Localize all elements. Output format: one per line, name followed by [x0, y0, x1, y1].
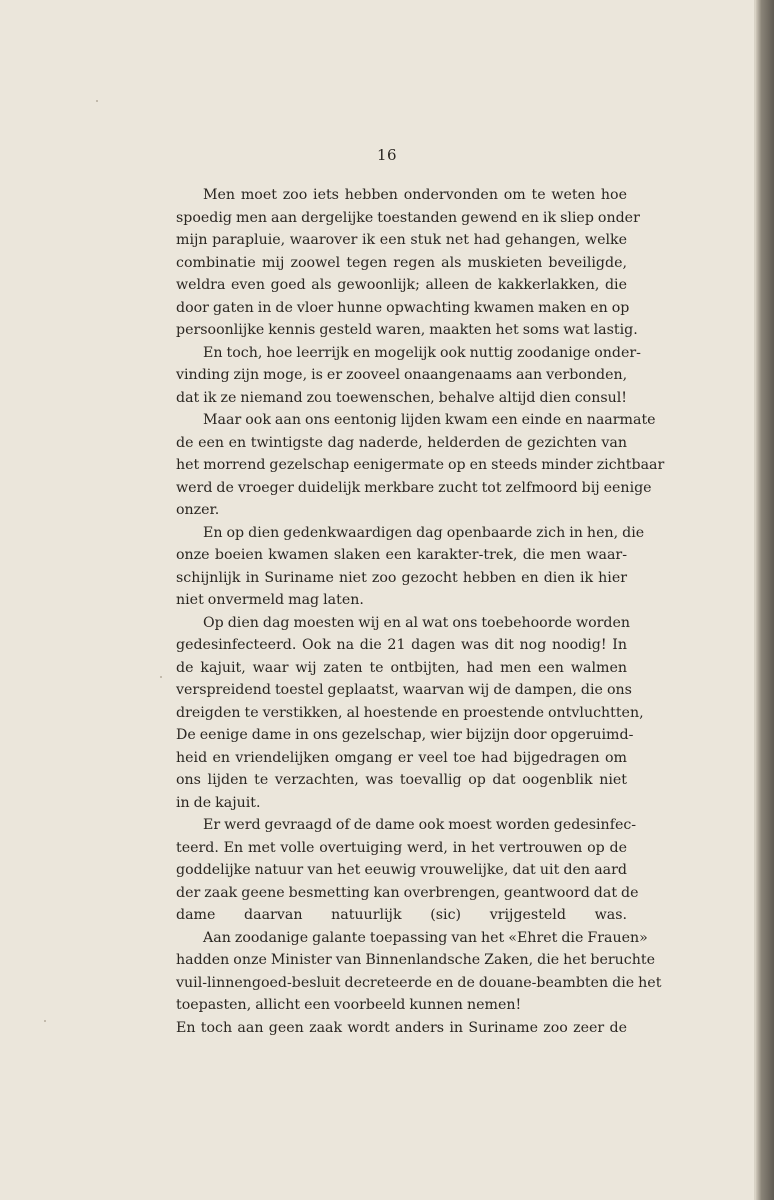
text-line: En op dien gedenkwaardigen dag openbaarde zich in hen, die [203, 524, 645, 541]
paper-speck [44, 1020, 46, 1022]
text-line: niet onvermeld mag laten. [176, 592, 364, 608]
text-line: schijnlijk in Suriname niet zoo gezocht hebben en dien ik hier [176, 569, 627, 586]
text-line: dat ik ze niemand zou toewenschen, behalve altijd dien consul! [176, 389, 627, 406]
paper-speck [160, 676, 162, 678]
text-line: spoedig men aan dergelijke toestanden gewend en ik sliep onder [176, 209, 640, 226]
text-line: der zaak geene besmetting kan overbrengen, geantwoord dat de [176, 884, 639, 901]
text-line: De eenige dame in ons gezelschap, wier bijzijn door opgeruimd- [176, 727, 634, 743]
text-line: onze boeien kwamen slaken een karakter-trek, die men waar- [176, 547, 627, 563]
text-line: Er werd gevraagd of de dame ook moest worden gedesinfec- [203, 817, 637, 833]
text-line: combinatie mij zoowel tegen regen als muskieten beveiligde, [176, 254, 627, 271]
text-line: ons lijden te verzachten, was toevallig op dat oogenblik niet [176, 772, 627, 788]
text-line: Op dien dag moesten wij en al wat ons toebehoorde worden [203, 614, 631, 631]
text-line: verspreidend toestel geplaatst, waarvan wij de dampen, die ons [176, 682, 632, 698]
text-line: gedesinfecteerd. Ook na die 21 dagen was dit nog noodig! In [176, 637, 627, 653]
text-line: in de kajuit. [176, 794, 261, 811]
text-line: mijn parapluie, waarover ik een stuk net had gehangen, welke [176, 232, 627, 248]
text-line: toepasten, allicht een voorbeeld kunnen nemen! [176, 997, 522, 1013]
text-line: goddelijke natuur van het eeuwig vrouwelijke, dat uit den aard [176, 862, 627, 878]
text-line: heid en vriendelijken omgang er veel toe had bijgedragen om [176, 749, 627, 766]
page-edge-shadow [756, 0, 774, 1200]
text-line: Aan zoodanige galante toepassing van het «Ehret die Frauen» [203, 929, 648, 946]
paper-speck [96, 100, 98, 102]
text-line: teerd. En met volle overtuiging werd, in het vertrouwen op de [176, 839, 627, 856]
text-line: En toch, hoe leerrijk en mogelijk ook nuttig zoodanige onder- [203, 344, 641, 361]
text-line: de een en twintigste dag naderde, helderden de gezichten van [176, 434, 627, 451]
text-line: dame daarvan natuurlijk (sic) vrijgesteld was. [176, 907, 627, 923]
text-line: weldra even goed als gewoonlijk; alleen de kakkerlakken, die [176, 277, 627, 293]
text-line: vuil-linnengoed-besluit decreteerde en de douane-beambten die het [176, 974, 662, 991]
text-line: werd de vroeger duidelijk merkbare zucht tot zelfmoord bij eenige [176, 479, 652, 496]
text-line: dreigden te verstikken, al hoestende en proestende ontvluchtten, [176, 704, 644, 721]
text-line: En toch aan geen zaak wordt anders in Suriname zoo zeer de [176, 1019, 627, 1036]
body-text [176, 184, 665, 1039]
text-line: Men moet zoo iets hebben ondervonden om te weten hoe [203, 187, 627, 203]
text-line: de kajuit, waar wij zaten te ontbijten, had men een walmen [176, 659, 627, 676]
text-line: Maar ook aan ons eentonig lijden kwam een einde en naarmate [203, 412, 656, 428]
page-number: 16 [376, 146, 398, 164]
text-line: vinding zijn moge, is er zooveel onaangenaams aan verbonden, [176, 367, 628, 383]
text-line: onzer. [176, 502, 220, 518]
text-line: hadden onze Minister van Binnenlandsche Zaken, die het beruchte [176, 952, 655, 968]
text-line: door gaten in de vloer hunne opwachting kwamen maken en op [176, 299, 630, 316]
text-line: persoonlijke kennis gesteld waren, maakten het soms wat lastig. [176, 322, 638, 338]
text-line: het morrend gezelschap eenigermate op en steeds minder zichtbaar [176, 457, 665, 473]
